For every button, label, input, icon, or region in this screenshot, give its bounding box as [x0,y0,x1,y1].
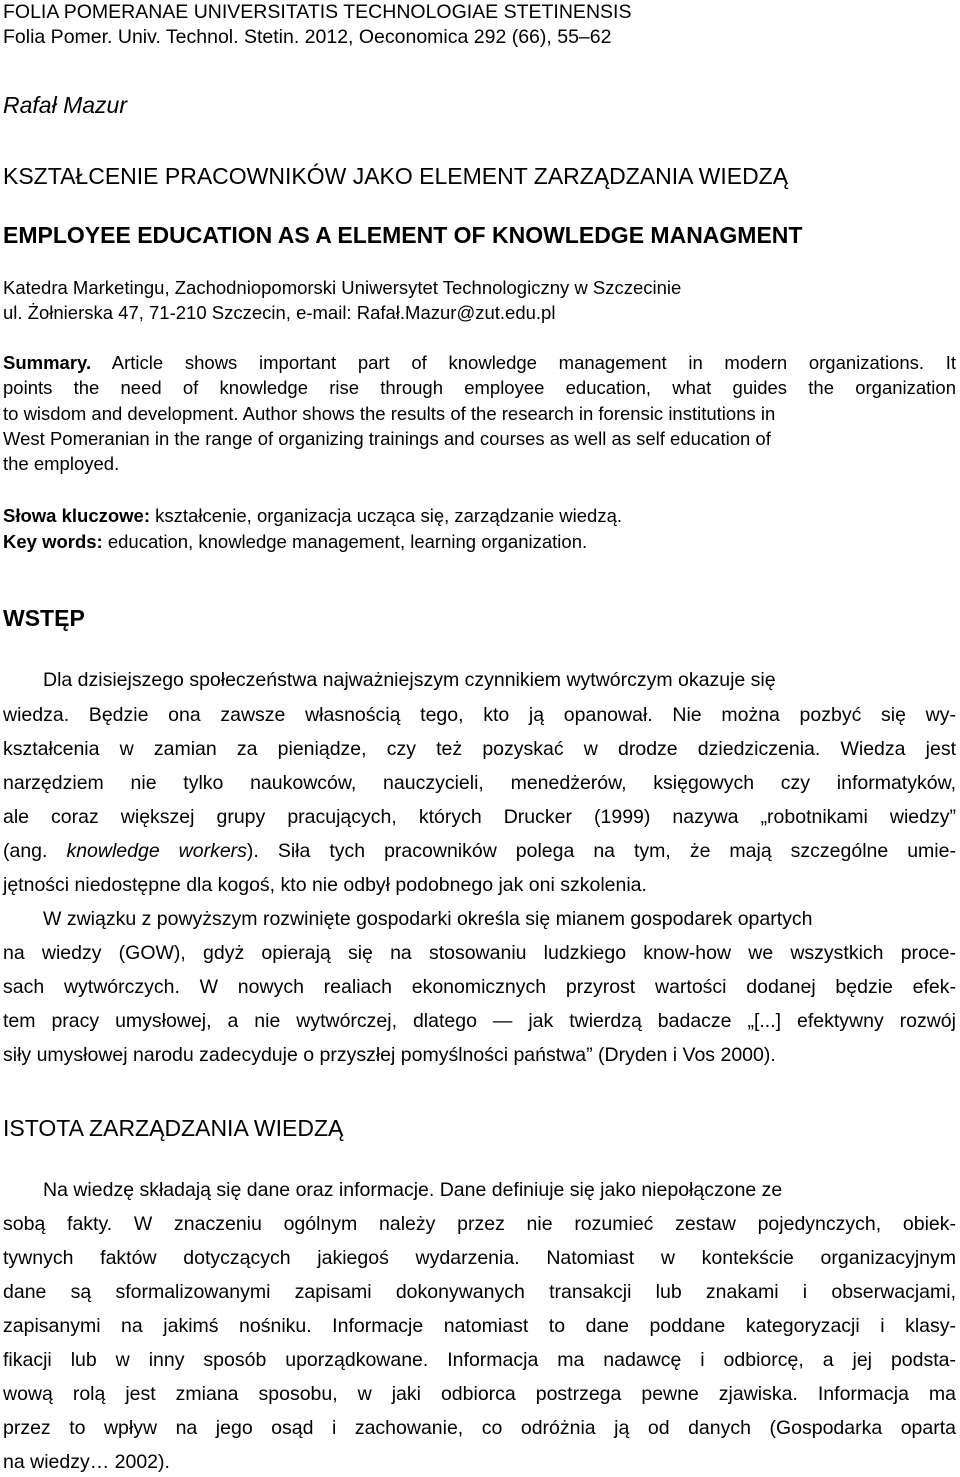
essence-paragraph-line-4: dane są sformalizowanymi zapisami dokonywanych transakcji lub znakami i obserwacjami, [3,1281,956,1303]
intro-paragraph-1-line-3: kształcenia w zamian za pieniądze, czy też pozyskać w drodze dziedziczenia. Wiedza jest [3,738,956,760]
affiliation-line-2: ul. Żołnierska 47, 71-210 Szczecin, e-mail: Rafał.Mazur@zut.edu.pl [3,302,556,323]
intro-paragraph-1-line-6 [3,842,956,862]
intro-paragraph-1-line-5: ale coraz większej grupy pracujących, których Drucker (1999) nazywa „robotnikami wiedzy” [3,806,956,828]
affiliation-line-1: Katedra Marketingu, Zachodniopomorski Uniwersytet Technologiczny w Szczecinie [3,277,682,298]
keywords-polish [3,507,622,526]
author-name: Rafał Mazur [3,92,127,118]
intro-paragraph-1-line-2: wiedza. Będzie ona zawsze własnością tego, kto ją opanował. Nie można pozbyć się wy- [3,704,956,726]
intro-text-6c: ). Siła tych pracowników polega na tym, że mają szczególne umie- [246,840,956,862]
intro-paragraph-2-line-4: tem pracy umysłowej, a nie wytwórczej, dlatego — jak twierdzą badacze „[...] efektywny rozwój [3,1010,956,1032]
essence-paragraph-line-5: zapisanymi na jakimś nośniku. Informacje natomiast to dane poddane kategoryzacji i klasy- [3,1315,956,1337]
summary-line-3: to wisdom and development. Author shows the results of the research in forensic institutions in [3,403,776,424]
title-english: EMPLOYEE EDUCATION AS A ELEMENT OF KNOWLEDGE MANAGMENT [3,222,803,248]
keywords-english-label: Key words: [3,531,103,552]
intro-paragraph-2-line-1: W związku z powyższym rozwinięte gospodarki określa się mianem gospodarek opartych [43,908,813,930]
intro-paragraph-2-line-2: na wiedzy (GOW), gdyż opierają się na stosowaniu ludzkiego know-how we wszystkich proce- [3,942,956,964]
summary-line-2: points the need of knowledge rise through employee education, what guides the organization [3,377,956,398]
intro-paragraph-2-line-3: sach wytwórczych. W nowych realiach ekonomicznych przyrost wartości dodanej będzie efek- [3,976,956,998]
summary-line-5: the employed. [3,453,120,474]
summary-line-1 [3,354,956,373]
summary-text-1: Article shows important part of knowledge management in modern organizations. It [111,352,957,373]
journal-name: FOLIA POMERANAE UNIVERSITATIS TECHNOLOGIAE STETINENSIS [3,1,632,23]
summary-label: Summary. [3,352,92,373]
keywords-polish-text: kształcenie, organizacja ucząca się, zarządzanie wiedzą. [155,505,623,526]
essence-paragraph-line-1: Na wiedzę składają się dane oraz informacje. Dane definiuje się jako niepołączone ze [43,1179,783,1201]
title-polish: KSZTAŁCENIE PRACOWNIKÓW JAKO ELEMENT ZARZĄDZANIA WIEDZĄ [3,163,789,189]
intro-paragraph-1-line-1: Dla dzisiejszego społeczeństwa najważniejszym czynnikiem wytwórczym okazuje się [43,669,776,691]
section-heading-istota: ISTOTA ZARZĄDZANIA WIEDZĄ [3,1115,344,1141]
essence-paragraph-line-9: na wiedzy… 2002). [3,1451,170,1473]
essence-paragraph-line-2: sobą fakty. W znaczeniu ogólnym należy przez nie rozumieć zestaw pojedynczych, obiek- [3,1213,956,1235]
essence-paragraph-line-8: przez to wpływ na jego osąd i zachowanie, co odróżnia ją od danych (Gospodarka oparta [3,1417,956,1439]
summary-line-4: West Pomeranian in the range of organizing trainings and courses as well as self education of [3,428,771,449]
intro-text-6b-italic: knowledge workers [66,840,247,862]
keywords-english-text: education, knowledge management, learning organization. [107,531,588,552]
section-heading-wstep: WSTĘP [3,605,85,631]
keywords-english [3,533,587,552]
intro-paragraph-1-line-7: jętności niedostępne dla kogoś, kto nie odbył podobnego jak oni szkolenia. [3,874,647,896]
essence-paragraph-line-7: wową rolą jest zmiana sposobu, w jaki odbiorca postrzega pewne zjawiska. Informacja ma [3,1383,956,1405]
essence-paragraph-line-6: fikacji lub w inny sposób uporządkowane. Informacja ma nadawcę i odbiorcę, a jej podsta- [3,1349,956,1371]
keywords-polish-label: Słowa kluczowe: [3,505,151,526]
intro-paragraph-1-line-4: narzędziem nie tylko naukowców, nauczycieli, menedżerów, księgowych czy informatyków, [3,772,956,794]
intro-paragraph-2-line-5: siły umysłowej narodu zadecyduje o przyszłej pomyślności państwa” (Dryden i Vos 2000). [3,1044,776,1066]
intro-text-6a: (ang. [3,840,67,862]
essence-paragraph-line-3: tywnych faktów dotyczących jakiegoś wydarzenia. Natomiast w kontekście organizacyjnym [3,1247,956,1269]
journal-citation: Folia Pomer. Univ. Technol. Stetin. 2012, Oeconomica 292 (66), 55–62 [3,26,612,48]
